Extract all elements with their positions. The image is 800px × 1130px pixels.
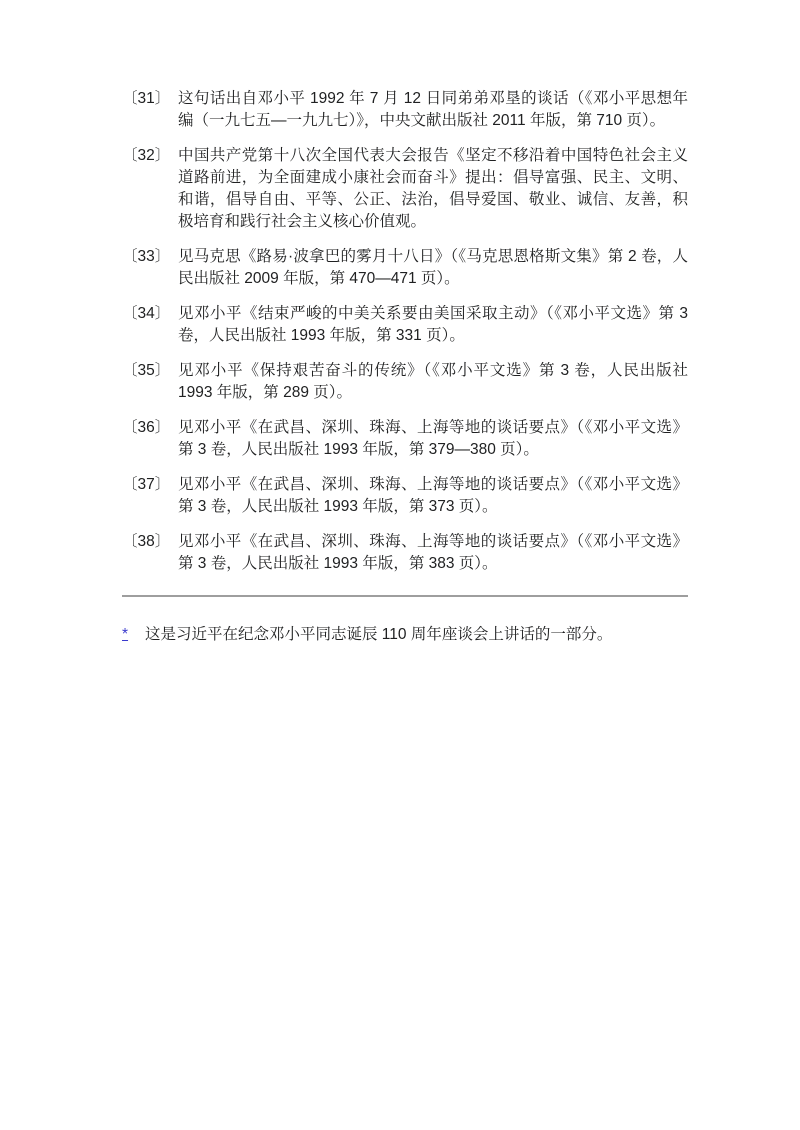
- endnote-item: [122, 474, 688, 518]
- endnote-text: 见邓小平《在武昌、深圳、珠海、上海等地的谈话要点》（《邓小平文选》第 3 卷，人民出版社 1993 年版，第 379—380 页）。: [178, 419, 688, 458]
- endnote-number: 〔35〕: [122, 362, 171, 379]
- endnote-number: 〔36〕: [122, 419, 171, 436]
- endnote-item: [122, 531, 688, 575]
- endnote-item: [122, 303, 688, 347]
- endnote-text: 见邓小平《结束严峻的中美关系要由美国采取主动》（《邓小平文选》第 3 卷，人民出版社 1993 年版，第 331 页）。: [178, 305, 688, 344]
- endnotes-section: [122, 88, 688, 646]
- endnote-item: [122, 88, 688, 132]
- footnote-marker-link[interactable]: *: [122, 626, 129, 643]
- endnote-text: 中国共产党第十八次全国代表大会报告《坚定不移沿着中国特色社会主义道路前进，为全面建成小康社会而奋斗》提出：倡导富强、民主、文明、和谐，倡导自由、平等、公正、法治，倡导爱国、敬业、诚信、友善，积极培育和践行社会主义核心价值观。: [178, 147, 688, 230]
- endnote-text: 见邓小平《保持艰苦奋斗的传统》（《邓小平文选》第 3 卷，人民出版社 1993 年版，第 289 页）。: [178, 362, 688, 401]
- endnote-text: 见邓小平《在武昌、深圳、珠海、上海等地的谈话要点》（《邓小平文选》第 3 卷，人民出版社 1993 年版，第 373 页）。: [178, 476, 688, 515]
- endnote-number: 〔32〕: [122, 147, 171, 164]
- endnote-item: [122, 360, 688, 404]
- endnote-number: 〔34〕: [122, 305, 171, 322]
- footnote: [122, 624, 688, 646]
- endnote-number: 〔33〕: [122, 248, 171, 265]
- endnote-item: [122, 246, 688, 290]
- endnotes-list: [122, 88, 688, 575]
- endnote-text: 这句话出自邓小平 1992 年 7 月 12 日同弟弟邓垦的谈话（《邓小平思想年编（一九七五—一九九七）》，中央文献出版社 2011 年版，第 710 页）。: [178, 90, 688, 129]
- endnote-text: 见马克思《路易·波拿巴的雾月十八日》（《马克思恩格斯文集》第 2 卷，人民出版社 2009 年版，第 470—471 页）。: [178, 248, 688, 287]
- endnote-number: 〔38〕: [122, 533, 171, 550]
- endnote-item: [122, 417, 688, 461]
- footnote-text: 这是习近平在纪念邓小平同志诞辰 110 周年座谈会上讲话的一部分。: [145, 626, 613, 643]
- endnote-number: 〔37〕: [122, 476, 171, 493]
- endnote-text: 见邓小平《在武昌、深圳、珠海、上海等地的谈话要点》（《邓小平文选》第 3 卷，人民出版社 1993 年版，第 383 页）。: [178, 533, 688, 572]
- endnote-item: [122, 145, 688, 233]
- endnote-number: 〔31〕: [122, 90, 171, 107]
- footnote-separator: [122, 595, 688, 597]
